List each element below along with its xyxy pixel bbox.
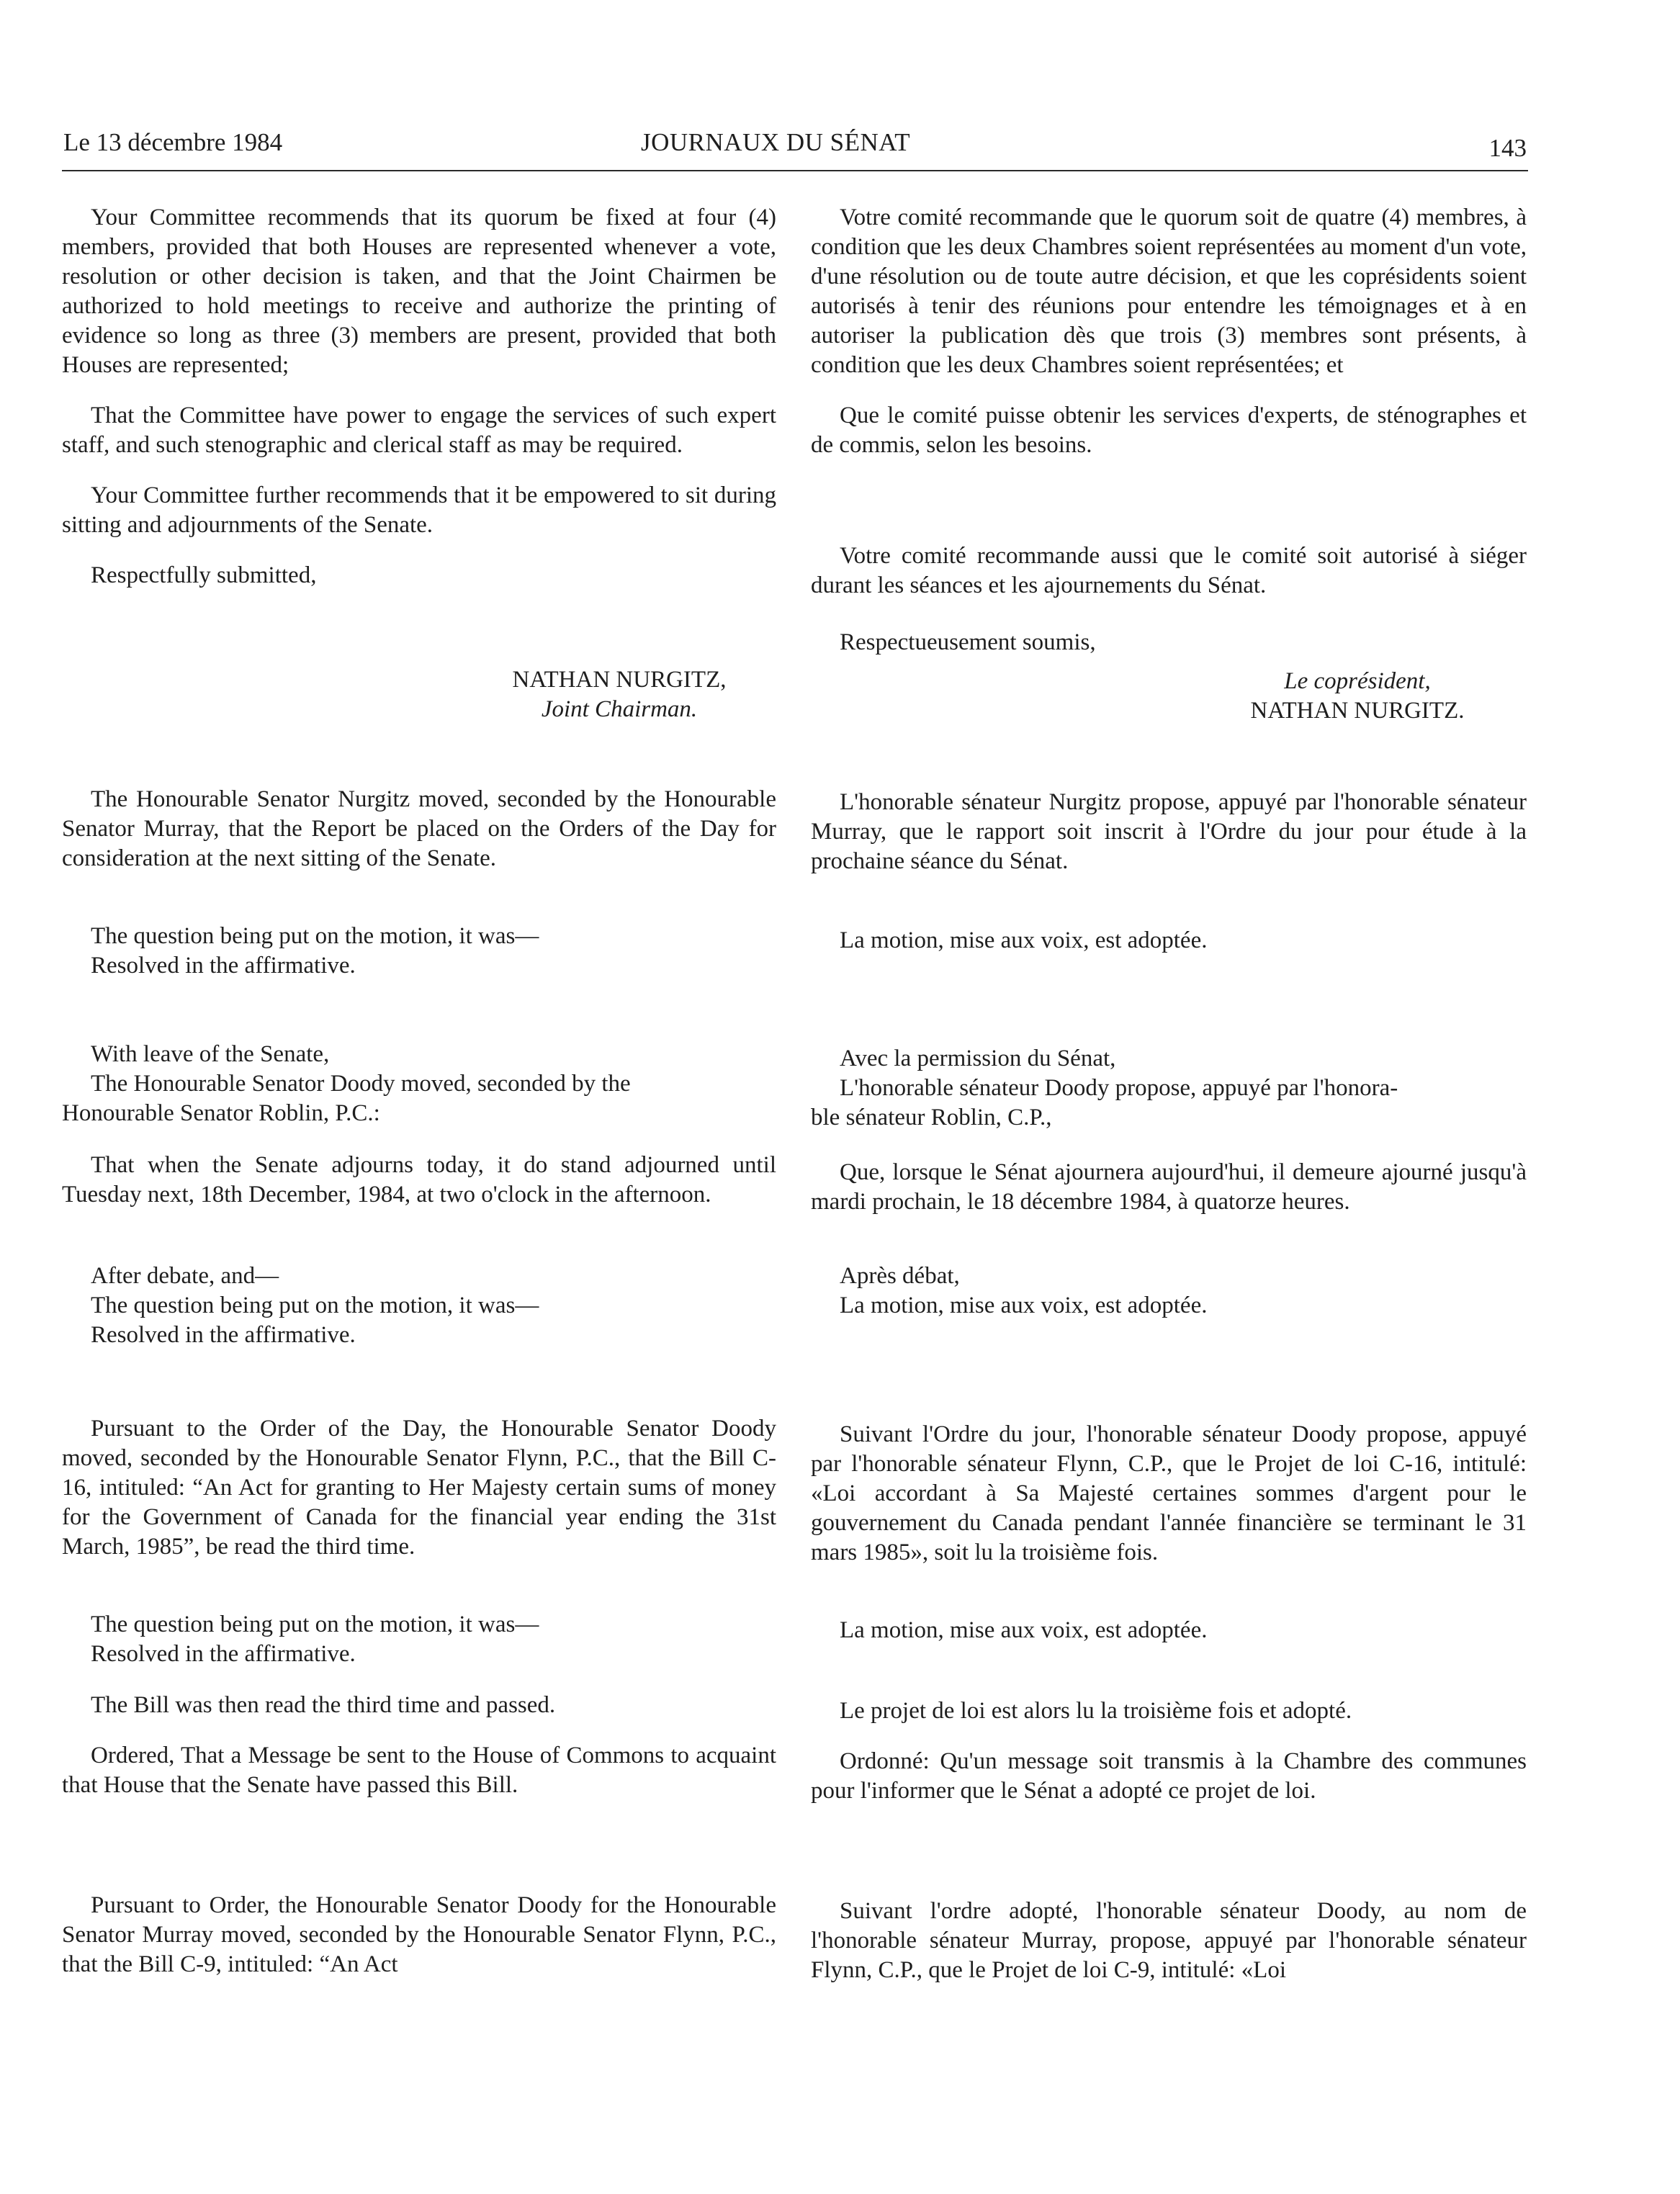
- en-after-debate-line: After debate, and—: [91, 1263, 279, 1289]
- fr-empower-paragraph: Votre comité recommande aussi que le comité soit autorisé à siéger durant les séances et les ajournements du Sénat.: [811, 543, 1527, 598]
- en-bill-c16-result: [62, 1610, 776, 1669]
- en-roblin-line: Honourable Senator Roblin, P.C.:: [62, 1100, 380, 1126]
- en-quorum-paragraph: Your Committee recommends that its quorum be fixed at four (4) members, provided that both Houses are represented whenever a vote, resolution or other decision is taken, and that the Joint Chairmen be authorized to hold meetings to receive and authorize the printing of evidence so long as three (3) members are present, provided that both Houses are represented;: [62, 204, 776, 378]
- fr-apres-debat-line: Après débat,: [840, 1263, 960, 1289]
- en-motion-report-result: [62, 922, 776, 981]
- en-motion-report: [62, 785, 776, 873]
- page-number: 143: [1488, 134, 1527, 162]
- fr-signature: [1195, 667, 1519, 726]
- fr-adopted-line-3: La motion, mise aux voix, est adoptée.: [840, 1617, 1208, 1643]
- fr-submitted: [811, 628, 1527, 657]
- en-bill-c16-passed-block: [62, 1691, 776, 1800]
- en-signature-name: NATHAN NURGITZ,: [512, 667, 727, 693]
- fr-bill-c16-passed-block: [811, 1696, 1527, 1806]
- en-bill-c9: [62, 1891, 776, 1979]
- fr-permission-line: Avec la permission du Sénat,: [840, 1046, 1116, 1071]
- header-title: JOURNAUX DU SÉNAT: [641, 128, 911, 156]
- en-motion-report-text: The Honourable Senator Nurgitz moved, seconded by the Honourable Senator Murray, that the Report be placed on the Orders of the Day for consideration at the next sitting of the Senate.: [62, 786, 776, 871]
- en-resolved-line-2: Resolved in the affirmative.: [91, 1322, 356, 1348]
- en-resolved-line: Resolved in the affirmative.: [91, 953, 356, 979]
- en-bill-c16-text: Pursuant to the Order of the Day, the Honourable Senator Doody moved, seconded by the Honourable Senator Flynn, P.C., that the Bill C-16, intituled: “An Act for granting to Her Majesty certain sums of money for the Government of Canada for the financial year ending the 31st March, 1985”, be read the third time.: [62, 1416, 776, 1560]
- en-leave-line: With leave of the Senate,: [91, 1041, 330, 1067]
- fr-bill-c16-message: Ordonné: Qu'un message soit transmis à la Chambre des communes pour l'informer que le Sénat a adopté ce projet de loi.: [811, 1748, 1527, 1804]
- fr-bill-c9: [811, 1897, 1527, 1985]
- page-header: [63, 128, 1527, 171]
- en-submitted-line: Respectfully submitted,: [91, 562, 317, 588]
- fr-adopted-line: La motion, mise aux voix, est adoptée.: [840, 927, 1208, 953]
- en-signature: [475, 665, 763, 724]
- fr-staff-paragraph: Que le comité puisse obtenir les services d'experts, de sténographes et de commis, selon les besoins.: [811, 403, 1527, 458]
- fr-submitted-line: Respectueusement soumis,: [840, 629, 1096, 655]
- fr-bill-c16-text: Suivant l'Ordre du jour, l'honorable sénateur Doody propose, appuyé par l'honorable sénateur Flynn, C.P., que le Projet de loi C-16, intitulé: «Loi accordant à Sa Majesté certaines sommes d'argent pour le gouvernement du Canada pendant l'année financière se terminant le 31 mars 1985», soit lu la troisième fois.: [811, 1421, 1527, 1565]
- fr-bill-c16-result: [811, 1616, 1527, 1645]
- en-adjourn-text-block: [62, 1151, 776, 1210]
- en-doody-moved-line: The Honourable Senator Doody moved, seconded by the: [91, 1071, 631, 1097]
- fr-adjourn-result: [811, 1262, 1527, 1321]
- fr-roblin-line: ble sénateur Roblin, C.P.,: [811, 1105, 1052, 1130]
- fr-motion-report-text: L'honorable sénateur Nurgitz propose, appuyé par l'honorable sénateur Murray, que le rapport soit inscrit à l'Ordre du jour pour étude à la prochaine séance du Sénat.: [811, 789, 1527, 874]
- header-date: Le 13 décembre 1984: [63, 128, 283, 156]
- fr-adopted-line-2: La motion, mise aux voix, est adoptée.: [840, 1292, 1208, 1318]
- fr-quorum-paragraph: Votre comité recommande que le quorum soit de quatre (4) membres, à condition que les deux Chambres soient représentées au moment d'un vote, d'une résolution ou de toute autre décision, et que les coprésidents soient autorisés à tenir des réunions pour entendre les témoignages et à en autoriser la publication dès que trois (3) membres sont présents, à condition que les deux Chambres soient représentées; et: [811, 204, 1527, 378]
- fr-motion-report: [811, 788, 1527, 876]
- en-staff-paragraph: That the Committee have power to engage the services of such expert staff, and such stenographic and clerical staff as may be required.: [62, 403, 776, 458]
- en-empower-paragraph: Your Committee further recommends that it be empowered to sit during sitting and adjournments of the Senate.: [62, 482, 776, 538]
- fr-adjourn-text: Que, lorsque le Sénat ajournera aujourd'hui, il demeure ajourné jusqu'à mardi prochain, le 18 décembre 1984, à quatorze heures.: [811, 1159, 1527, 1215]
- fr-bill-c16: [811, 1420, 1527, 1568]
- en-bill-c16-message: Ordered, That a Message be sent to the House of Commons to acquaint that House that the Senate have passed this Bill.: [62, 1743, 776, 1798]
- en-adjourn-text: That when the Senate adjourns today, it do stand adjourned until Tuesday next, 18th December, 1984, at two o'clock in the afternoon.: [62, 1152, 776, 1208]
- fr-bill-c16-passed: Le projet de loi est alors lu la troisième fois et adopté.: [840, 1698, 1352, 1724]
- header-rule: [62, 170, 1528, 171]
- fr-committee-empower: [811, 541, 1527, 601]
- fr-committee-report: [811, 203, 1527, 460]
- en-question-line-2: The question being put on the motion, it was—: [91, 1292, 539, 1318]
- en-adjourn-motion: [62, 1040, 776, 1128]
- fr-bill-c9-text: Suivant l'ordre adopté, l'honorable sénateur Doody, au nom de l'honorable sénateur Murray, propose, appuyé par l'honorable sénateur Flynn, C.P., que le Projet de loi C-9, intitulé: «Loi: [811, 1898, 1527, 1983]
- en-adjourn-result: [62, 1262, 776, 1350]
- en-signature-title: Joint Chairman.: [541, 696, 698, 722]
- fr-motion-report-result: [811, 926, 1527, 956]
- fr-adjourn-text-block: [811, 1158, 1527, 1217]
- en-bill-c9-text: Pursuant to Order, the Honourable Senator Doody for the Honourable Senator Murray moved, seconded by the Honourable Senator Flynn, P.C., that the Bill C-9, intituled: “An Act: [62, 1892, 776, 1977]
- en-question-line-3: The question being put on the motion, it was—: [91, 1611, 539, 1637]
- en-bill-c16: [62, 1414, 776, 1562]
- en-committee-report: [62, 203, 776, 590]
- fr-adjourn-motion: [811, 1044, 1527, 1133]
- en-bill-c16-passed: The Bill was then read the third time and passed.: [91, 1692, 556, 1718]
- fr-signature-title: Le coprésident,: [1284, 668, 1431, 694]
- en-resolved-line-3: Resolved in the affirmative.: [91, 1641, 356, 1667]
- en-question-line: The question being put on the motion, it was—: [91, 923, 539, 949]
- fr-signature-name: NATHAN NURGITZ.: [1250, 698, 1465, 724]
- fr-doody-propose-line: L'honorable sénateur Doody propose, appuyé par l'honora-: [840, 1075, 1398, 1101]
